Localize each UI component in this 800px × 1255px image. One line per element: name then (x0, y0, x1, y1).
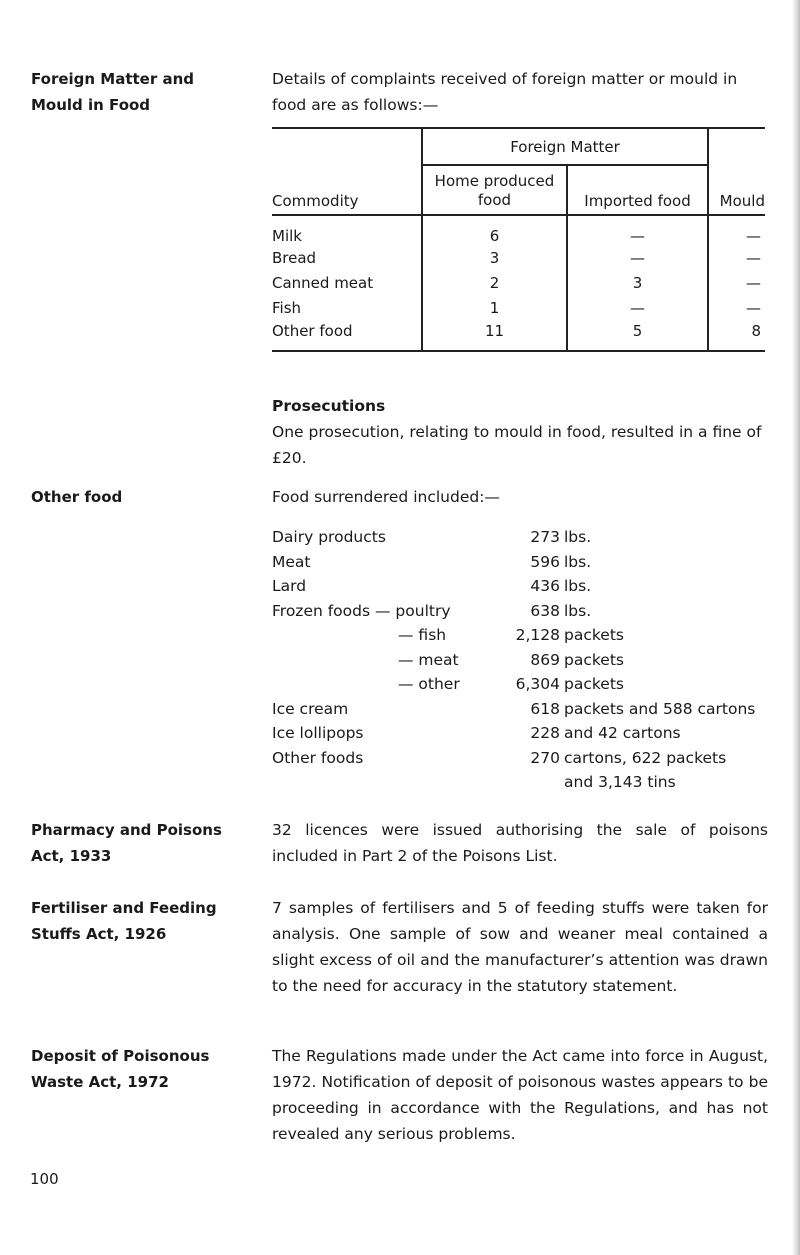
complaints-table (272, 127, 765, 352)
surrendered-item-label: — meat (398, 650, 459, 669)
deposit-text: The Regulations made under the Act came into force in August, 1972. Notification of deposit of poisonous wastes appears to be proceeding in accordance with the Regulations, and has not revealed any serious problems. (272, 1047, 768, 1143)
surrendered-item-label: Meat (272, 552, 311, 571)
cell-mould: — (708, 295, 765, 320)
surrendered-item-unit: and 3,143 tins (564, 773, 676, 791)
heading-foreign-matter: Foreign Matter and Mould in Food (31, 70, 195, 114)
cell-imported: — (567, 295, 708, 320)
cell-imported: 3 (567, 270, 708, 295)
surrendered-item-qty: 638 (530, 601, 560, 620)
col-header-mould: Mould (708, 128, 765, 215)
table-row (272, 295, 765, 320)
surrendered-item-qty: 273 (530, 528, 560, 546)
surrendered-item-unit: lbs. (564, 552, 592, 571)
col-header-imported: Imported food (567, 165, 708, 215)
prosecutions-heading: Prosecutions (272, 397, 386, 415)
cell-imported: — (567, 215, 708, 245)
cell-commodity: Other food (272, 322, 353, 340)
cell-home: 3 (422, 245, 567, 270)
col-header-foreign-matter: Foreign Matter (422, 128, 708, 165)
surrendered-item-qty: 618 (530, 699, 560, 718)
surrendered-item-unit: lbs. (564, 528, 592, 546)
surrendered-item-unit: packets and 588 cartons (564, 699, 756, 718)
table-row (272, 320, 765, 351)
cell-commodity: Milk (272, 227, 302, 245)
col-header-commodity: Commodity (272, 128, 422, 215)
surrendered-item-qty: 436 (530, 577, 560, 595)
surrendered-item-unit: packets (564, 650, 624, 669)
table-row (272, 215, 765, 245)
surrendered-item-label: Other foods (272, 748, 364, 767)
heading-deposit-act: Deposit of Poisonous Waste Act, 1972 (31, 1047, 210, 1091)
cell-imported: 5 (567, 320, 708, 351)
surrendered-intro: Food surrendered included:— (272, 488, 500, 506)
surrendered-item-label: Dairy products (272, 528, 386, 546)
surrendered-units (564, 525, 755, 795)
cell-mould: — (708, 215, 765, 245)
fertiliser-text: 7 samples of fertilisers and 5 of feeding stuffs were taken for analysis. One sample of sow and weaner meal contained a slight excess of oil and the manufacturer’s attention was drawn to the need for accuracy in the statutory statement. (272, 899, 768, 995)
surrendered-item-label: Lard (272, 577, 307, 595)
surrendered-item-unit: lbs. (564, 601, 592, 620)
cell-mould: — (708, 270, 765, 295)
surrendered-item-unit: cartons, 622 packets (564, 748, 727, 767)
prosecutions-text: One prosecution, relating to mould in food, resulted in a fine of £20. (272, 423, 762, 467)
cell-commodity: Fish (272, 298, 302, 317)
surrendered-item-label (272, 770, 460, 795)
surrendered-item-qty: 228 (530, 724, 560, 742)
surrendered-item-label: Ice cream (272, 699, 349, 718)
surrendered-item-label: Frozen foods — poultry (272, 601, 451, 620)
cell-mould: 8 (708, 320, 765, 351)
heading-fertiliser-act: Fertiliser and Feeding Stuffs Act, 1926 (31, 899, 217, 943)
cell-home: 6 (422, 215, 567, 245)
surrendered-item-unit: and 42 cartons (564, 724, 681, 742)
cell-imported: — (567, 245, 708, 270)
cell-home: 11 (422, 320, 567, 351)
surrendered-item-label: — other (398, 675, 460, 693)
cell-mould: — (708, 245, 765, 270)
surrendered-labels (272, 525, 460, 795)
surrendered-item-unit: packets (564, 675, 624, 693)
page-number: 100 (30, 1170, 59, 1188)
surrendered-item-qty: 6,304 (515, 675, 560, 693)
surrendered-item-label: — fish (398, 626, 447, 644)
surrendered-quantities (490, 525, 560, 795)
surrendered-item-qty (490, 770, 560, 795)
complaints-intro: Details of complaints received of foreign matter or mould in food are as follows:— (272, 70, 738, 114)
surrendered-item-qty: 869 (530, 650, 560, 669)
surrendered-item-qty: 596 (530, 552, 560, 571)
col-header-home-produced: Home produced food (422, 165, 567, 215)
surrendered-item-unit: lbs. (564, 577, 592, 595)
table-row (272, 245, 765, 270)
cell-commodity: Canned meat (272, 273, 374, 292)
surrendered-item-unit: packets (564, 626, 624, 644)
cell-commodity: Bread (272, 248, 317, 267)
pharmacy-text: 32 licences were issued authorising the sale of poisons included in Part 2 of the Poisons List. (272, 821, 768, 865)
heading-other-food: Other food (31, 488, 123, 506)
heading-pharmacy-act: Pharmacy and Poisons Act, 1933 (31, 821, 222, 865)
cell-home: 2 (422, 270, 567, 295)
page-edge-shadow (792, 0, 800, 1255)
table-row (272, 270, 765, 295)
surrendered-item-qty: 2,128 (515, 626, 560, 644)
surrendered-item-label: Ice lollipops (272, 724, 364, 742)
cell-home: 1 (422, 295, 567, 320)
surrendered-item-qty: 270 (530, 748, 560, 767)
